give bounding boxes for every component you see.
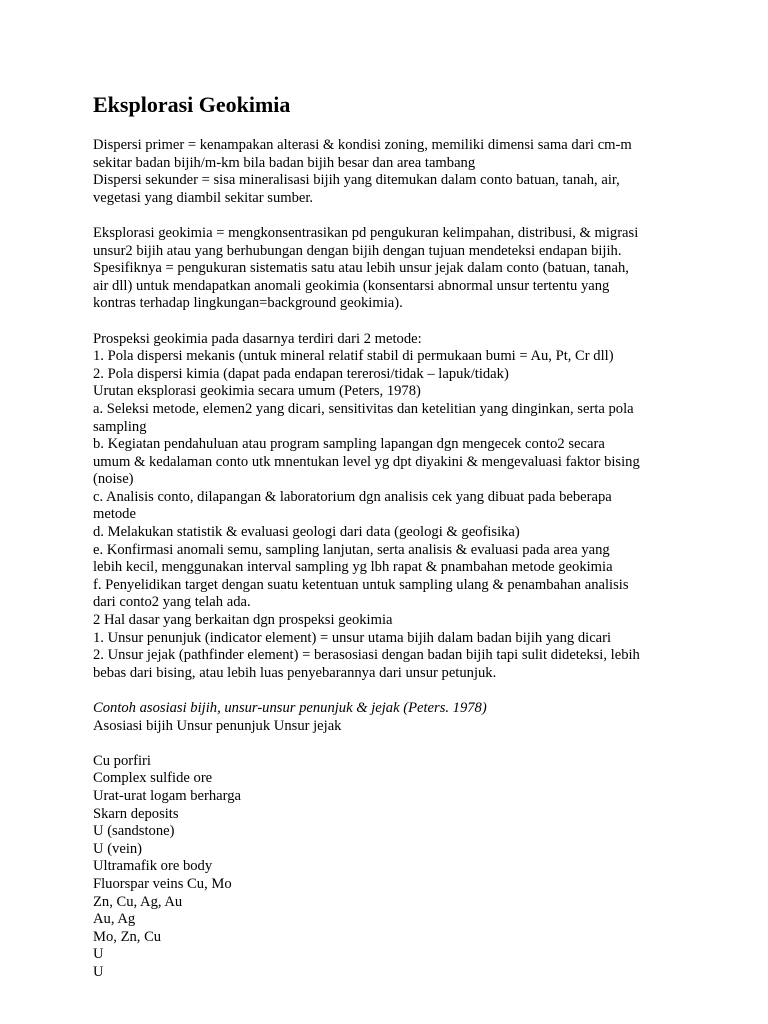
text-line: unsur2 bijih atau yang berhubungan dengan bijih dengan tujuan mendeteksi endapan bijih. [93,242,622,259]
text-line: metode [93,506,136,523]
text-line: umum & kedalaman conto utk mnentukan level yg dpt diyakini & mengevaluasi faktor bising [93,453,640,470]
paragraph-prospeksi [93,331,708,683]
text-line: c. Analisis conto, dilapangan & laboratorium dgn analisis cek yang dibuat pada beberapa [93,488,612,505]
text-line: 1. Pola dispersi mekanis (untuk mineral relatif stabil di permukaan bumi = Au, Pt, Cr dll) [93,348,614,365]
text-line: Urutan eksplorasi geokimia secara umum (Peters, 1978) [93,383,421,400]
text-line: e. Konfirmasi anomali semu, sampling lanjutan, serta analisis & evaluasi pada area yang [93,541,610,558]
text-line: dari conto2 yang telah ada. [93,594,251,611]
text-line: 2 Hal dasar yang berkaitan dgn prospeksi geokimia [93,612,393,629]
text-line: bebas dari bising, atau lebih luas penyebarannya dari unsur petunjuk. [93,664,497,681]
list-item: U (vein) [93,840,143,857]
paragraph-eksplorasi [93,225,708,313]
text-line: lebih kecil, menggunakan interval sampling yg lbh rapat & pnambahan metode geokimia [93,559,613,576]
table-caption: Contoh asosiasi bijih, unsur-unsur penunjuk & jejak (Peters. 1978) [93,700,487,716]
list-item: Fluorspar veins Cu, Mo [93,875,232,892]
text-line: f. Penyelidikan target dengan suatu ketentuan untuk sampling ulang & penambahan analisis [93,576,629,593]
list-item: Mo, Zn, Cu [93,928,162,945]
list-item: U [93,963,104,980]
text-line: kontras terhadap lingkungan=background geokimia). [93,295,403,312]
table-column-headers: Asosiasi bijih Unsur penunjuk Unsur jejak [93,717,342,734]
text-line: b. Kegiatan pendahuluan atau program sampling lapangan dgn mengecek conto2 secara [93,436,605,453]
text-line: Eksplorasi geokimia = mengkonsentrasikan pd pengukuran kelimpahan, distribusi, & migrasi [93,224,639,241]
text-line: Spesifiknya = pengukuran sistematis satu atau lebih unsur jejak dalam conto (batuan, tanah, [93,260,629,277]
list-item: Ultramafik ore body [93,858,213,875]
association-list [93,753,708,982]
text-line: 1. Unsur penunjuk (indicator element) = unsur utama bijih dalam badan bijih yang dicari [93,629,612,646]
list-item: Complex sulfide ore [93,770,213,787]
document-title: Eksplorasi Geokimia [93,92,291,117]
text-line: 2. Unsur jejak (pathfinder element) = berasosiasi dengan badan bijih tapi sulit dideteksi, lebih [93,647,640,664]
list-item: Urat-urat logam berharga [93,787,242,804]
list-item: U [93,946,104,963]
paragraph-dispersi [93,137,708,207]
list-item: Cu porfiri [93,752,151,769]
text-line: sampling [93,418,147,435]
list-item: Skarn deposits [93,805,179,822]
text-line: (noise) [93,471,134,488]
list-item: Au, Ag [93,911,136,928]
text-line: 2. Pola dispersi kimia (dapat pada endapan tererosi/tidak – lapuk/tidak) [93,365,509,382]
text-line: air dll) untuk mendapatkan anomali geokimia (konsentarsi abnormal unsur tertentu yang [93,277,610,294]
association-table-header [93,700,708,735]
text-line: d. Melakukan statistik & evaluasi geologi dari data (geologi & geofisika) [93,524,520,541]
text-line: Dispersi primer = kenampakan alterasi & kondisi zoning, memiliki dimensi sama dari cm-m [93,137,632,153]
text-line: sekitar badan bijih/m-km bila badan bijih besar dan area tambang [93,154,476,171]
list-item: Zn, Cu, Ag, Au [93,893,183,910]
text-line: vegetasi yang diambil sekitar sumber. [93,189,314,206]
list-item: U (sandstone) [93,823,175,840]
text-line: Dispersi sekunder = sisa mineralisasi bijih yang ditemukan dalam conto batuan, tanah, air, [93,172,620,189]
text-line: a. Seleksi metode, elemen2 yang dicari, sensitivitas dan ketelitian yang dinginkan, serta pola [93,400,634,417]
text-line: Prospeksi geokimia pada dasarnya terdiri dari 2 metode: [93,330,422,347]
